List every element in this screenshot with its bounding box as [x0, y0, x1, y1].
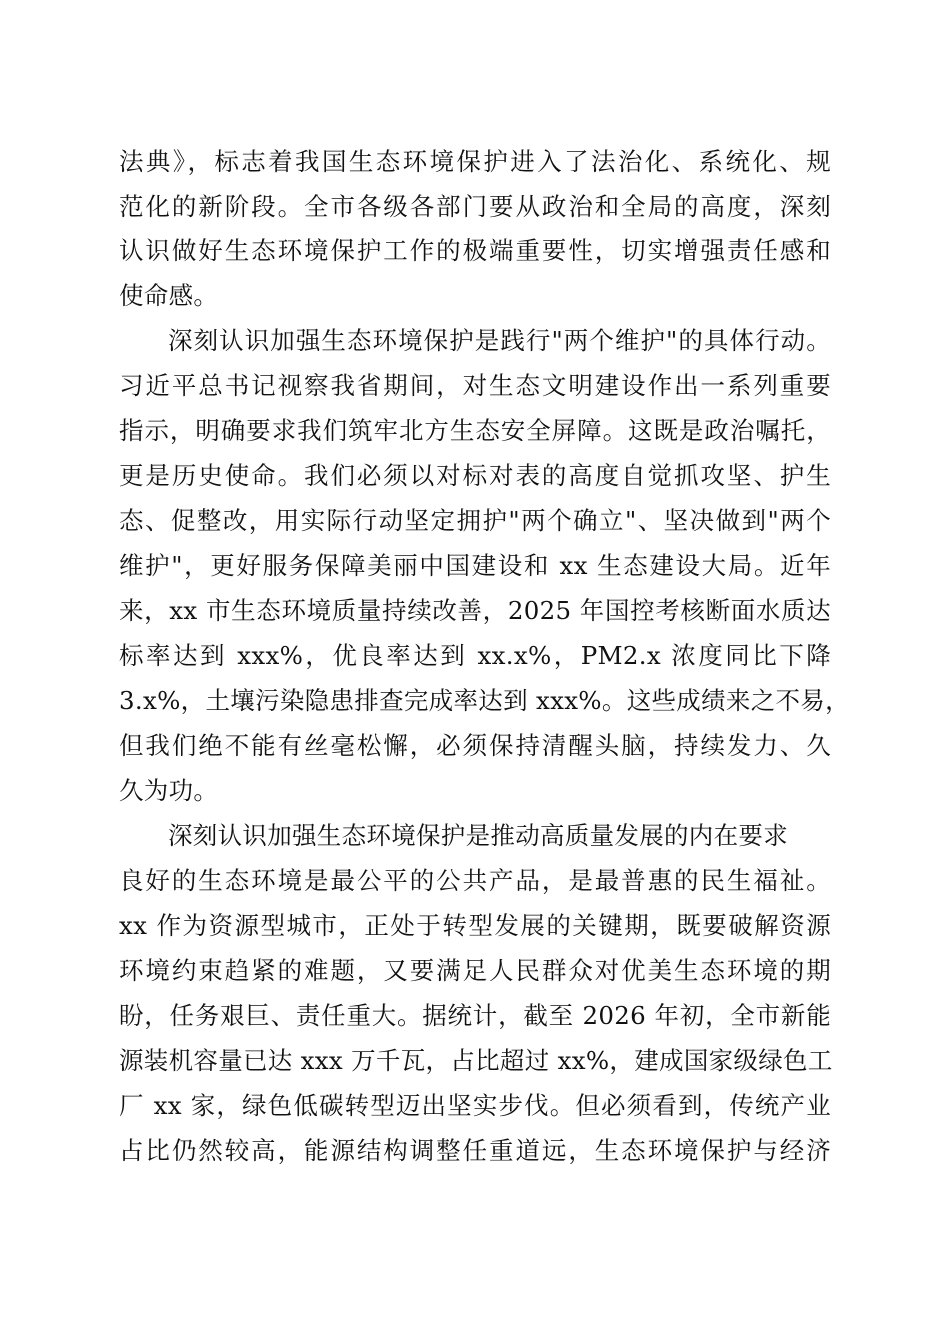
text-line: 标率达到 xxx%，优良率达到 xx.x%，PM2.x 浓度同比下降 [119, 641, 831, 670]
text-line: 态、促整改，用实际行动坚定拥护"两个确立"、坚决做到"两个 [119, 506, 831, 535]
text-line: 范化的新阶段。全市各级各部门要从政治和全局的高度，深刻 [119, 192, 831, 221]
text-line: xx 作为资源型城市，正处于转型发展的关键期，既要破解资源 [119, 911, 831, 940]
text-line: 3.x%，土壤污染隐患排查完成率达到 xxx%。这些成绩来之不易， [119, 686, 850, 715]
text-line: 来，xx 市生态环境质量持续改善，2025 年国控考核断面水质达 [119, 596, 831, 625]
text-line: 厂 xx 家，绿色低碳转型迈出坚实步伐。但必须看到，传统产业 [119, 1091, 831, 1120]
text-line: 使命感。 [119, 281, 219, 310]
text-line: 习近平总书记视察我省期间，对生态文明建设作出一系列重要 [119, 371, 831, 400]
text-line: 法典》，标志着我国生态环境保护进入了法治化、系统化、规 [119, 147, 831, 176]
text-line: 但我们绝不能有丝毫松懈，必须保持清醒头脑，持续发力、久 [119, 731, 831, 760]
text-line: 维护"，更好服务保障美丽中国建设和 xx 生态建设大局。近年 [119, 551, 831, 580]
text-line: 盼，任务艰巨、责任重大。据统计，截至 2026 年初，全市新能 [119, 1001, 831, 1030]
text-line: 深刻认识加强生态环境保护是推动高质量发展的内在要求 [168, 821, 788, 850]
text-line: 久为功。 [119, 776, 219, 805]
text-line: 深刻认识加强生态环境保护是践行"两个维护"的具体行动。 [168, 326, 831, 355]
text-line: 环境约束趋紧的难题，又要满足人民群众对优美生态环境的期 [119, 956, 831, 985]
text-line: 更是历史使命。我们必须以对标对表的高度自觉抓攻坚、护生 [119, 461, 831, 490]
text-line: 良好的生态环境是最公平的公共产品，是最普惠的民生福祉。 [119, 866, 831, 895]
text-line: 指示，明确要求我们筑牢北方生态安全屏障。这既是政治嘱托， [119, 416, 831, 445]
text-line: 占比仍然较高，能源结构调整任重道远，生态环境保护与经济 [119, 1136, 831, 1165]
text-line: 源装机容量已达 xxx 万千瓦，占比超过 xx%，建成国家级绿色工 [119, 1046, 833, 1075]
text-line: 认识做好生态环境保护工作的极端重要性，切实增强责任感和 [119, 236, 831, 265]
